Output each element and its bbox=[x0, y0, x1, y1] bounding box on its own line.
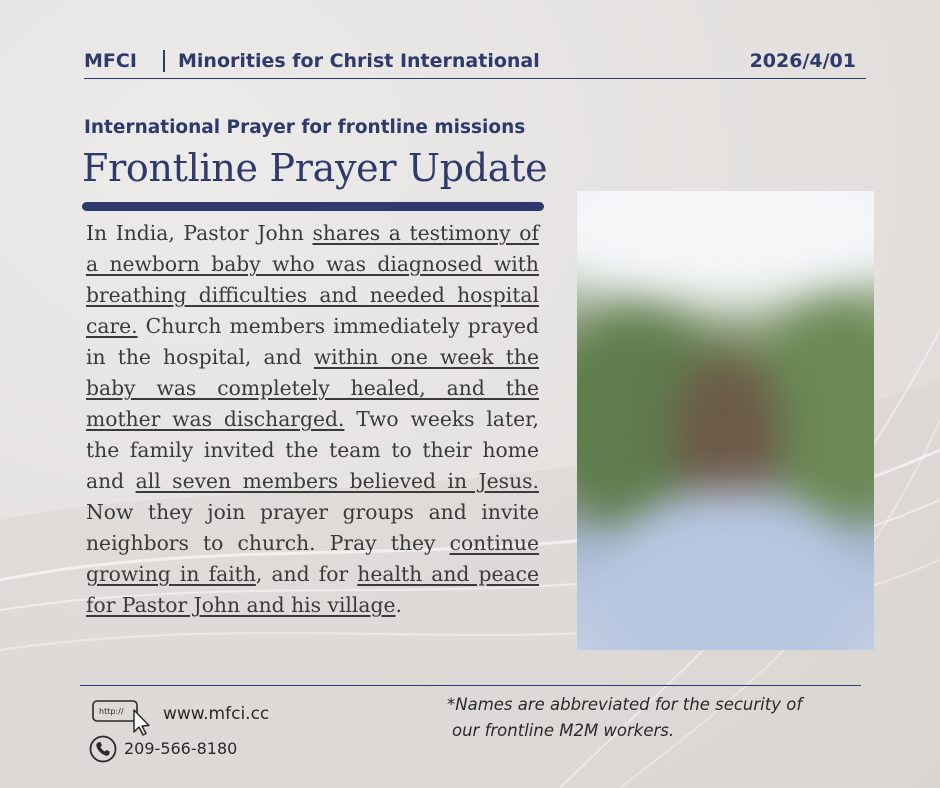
body-highlight: within one week the baby was completely healed, and the mother was discharged. bbox=[86, 345, 539, 431]
prayer-update-body bbox=[86, 218, 539, 621]
website-link[interactable]: www.mfci.cc bbox=[163, 704, 270, 724]
body-segment: Now they join prayer groups and invite neighbors to church. Pray they bbox=[86, 500, 539, 555]
body-segment: Church members immediately prayed in the hospital, and bbox=[86, 314, 539, 369]
body-highlight: health and peace for Pastor John and his village bbox=[86, 562, 539, 617]
phone-icon bbox=[89, 735, 117, 763]
publish-date: 2026/4/01 bbox=[749, 50, 856, 72]
pastor-photo-blurred bbox=[577, 191, 874, 650]
security-note-line-2: our frontline M2M workers. bbox=[452, 721, 675, 740]
security-note bbox=[447, 692, 867, 744]
page-title: Frontline Prayer Update bbox=[82, 146, 548, 190]
body-segment: Two weeks later, the family invited the team to their home and bbox=[86, 407, 540, 493]
header bbox=[84, 48, 866, 79]
security-note-line-1: *Names are abbreviated for the security of bbox=[447, 695, 803, 714]
body-highlight: continue growing in faith bbox=[86, 531, 539, 586]
subtitle: International Prayer for frontline missions bbox=[84, 117, 526, 138]
body-segment: , and for bbox=[255, 562, 358, 586]
web-icon-label: http:// bbox=[99, 707, 124, 716]
body-segment: . bbox=[395, 593, 402, 617]
browser-cursor-icon bbox=[92, 700, 154, 736]
body-segment: In India, Pastor John bbox=[86, 221, 313, 245]
brand-name: MFCI bbox=[84, 50, 137, 72]
organization-name: Minorities for Christ International bbox=[178, 50, 540, 72]
body-highlight: shares a testimony of a newborn baby who was diagnosed with breathing difficulties and needed hospital care. bbox=[86, 221, 539, 338]
body-highlight: all seven members believed in Jesus. bbox=[135, 469, 539, 493]
footer-divider bbox=[80, 685, 861, 686]
header-divider bbox=[163, 50, 165, 72]
title-underline-bar bbox=[82, 202, 544, 211]
phone-number[interactable]: 209-566-8180 bbox=[124, 739, 238, 758]
